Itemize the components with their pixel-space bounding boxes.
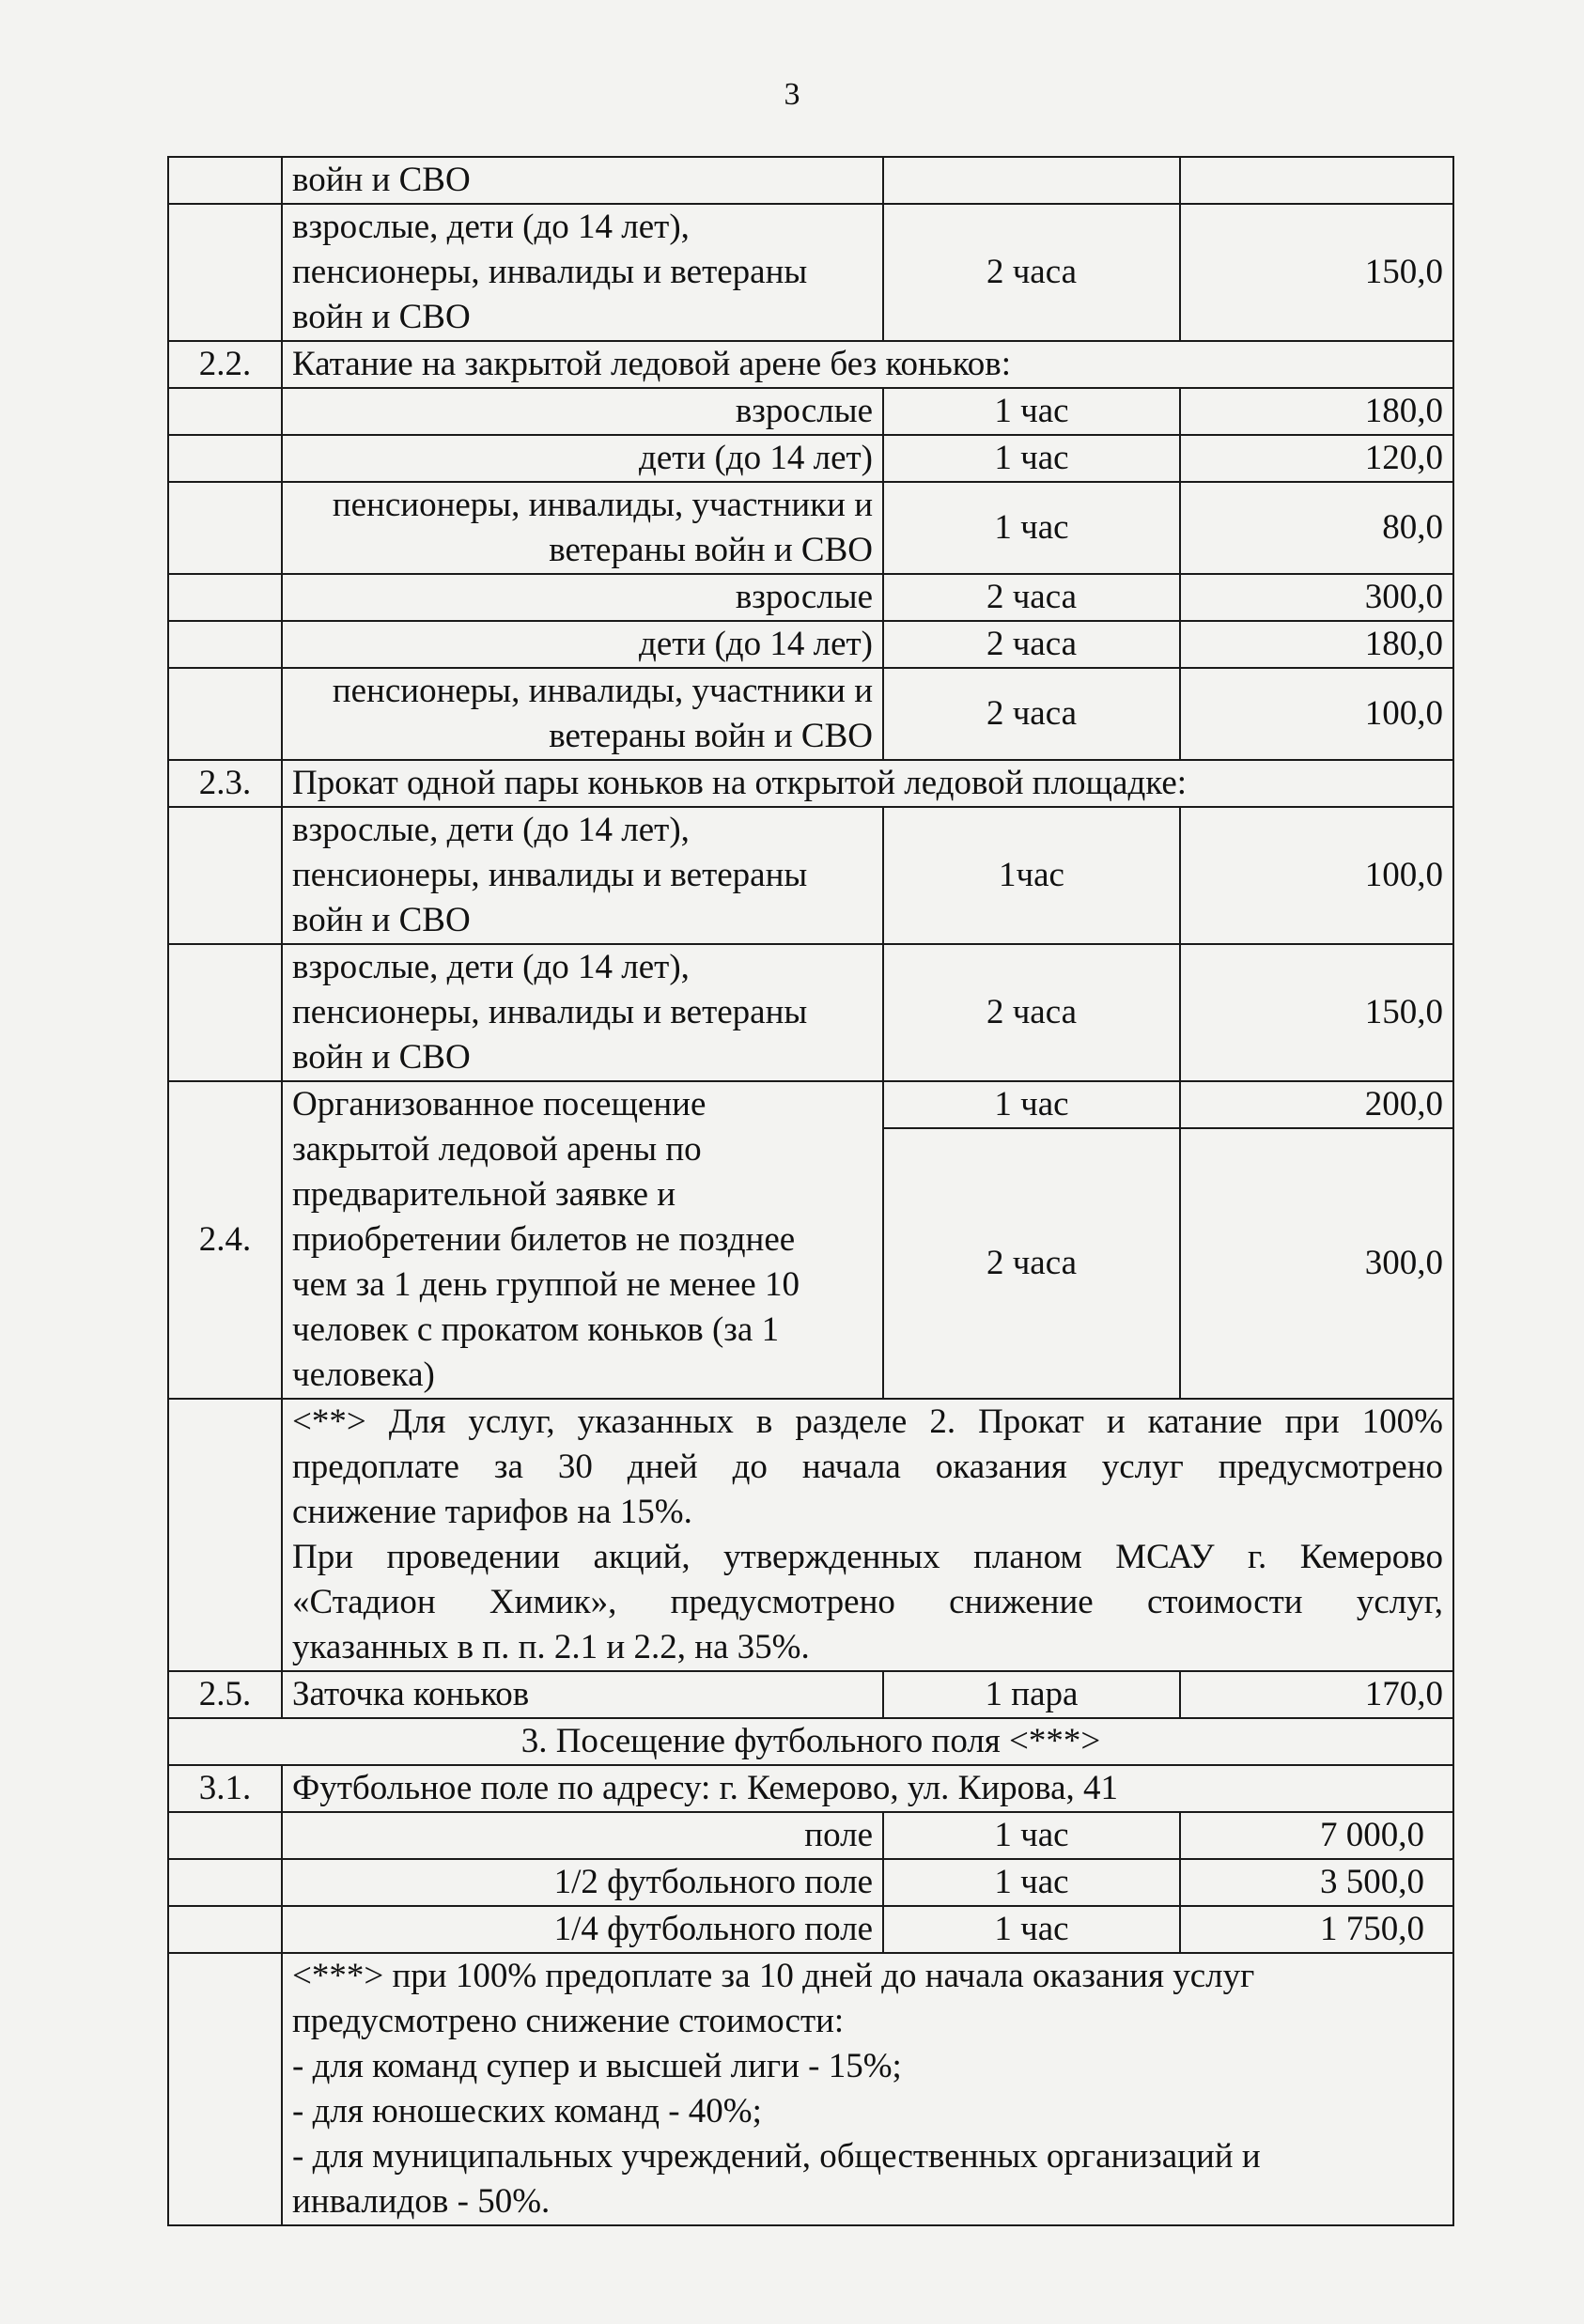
section-number: 2.4. xyxy=(168,1081,282,1399)
description-line: взрослые, дети (до 14 лет), xyxy=(292,948,690,986)
description-line: войн и СВО xyxy=(292,901,471,939)
table-row xyxy=(168,807,1453,944)
description-cell xyxy=(282,204,883,341)
tariff-table xyxy=(167,156,1454,2226)
table-row xyxy=(168,668,1453,760)
note-cell xyxy=(282,1953,1453,2225)
price-cell: 180,0 xyxy=(1180,621,1453,668)
description-cell: взрослые xyxy=(282,574,883,621)
description-line: войн и СВО xyxy=(292,1038,471,1077)
page-number: 3 xyxy=(784,77,800,112)
price-cell: 1 750,0 xyxy=(1180,1906,1453,1953)
table-row xyxy=(168,1812,1453,1859)
section-title: Катание на закрытой ледовой арене без коньков: xyxy=(282,341,1453,388)
description-cell: дети (до 14 лет) xyxy=(282,621,883,668)
note-line: указанных в п. п. 2.1 и 2.2, на 35%. xyxy=(292,1628,810,1666)
price-cell: 180,0 xyxy=(1180,388,1453,435)
description-line: пенсионеры, инвалиды, участники и xyxy=(332,672,873,710)
price-cell: 120,0 xyxy=(1180,435,1453,482)
duration-cell: 2 часа xyxy=(883,1128,1180,1399)
description-cell xyxy=(282,482,883,574)
section-heading-row xyxy=(168,1718,1453,1765)
description-cell: поле xyxy=(282,1812,883,1859)
duration-cell xyxy=(883,157,1180,204)
note-line: предусмотрено снижение стоимости: xyxy=(292,2002,845,2040)
item-number-cell xyxy=(168,574,282,621)
description-line: пенсионеры, инвалиды и ветераны xyxy=(292,856,808,894)
note-line: <***> при 100% предоплате за 10 дней до начала оказания услуг xyxy=(292,1957,1255,1995)
table-row xyxy=(168,944,1453,1081)
section-title: Футбольное поле по адресу: г. Кемерово, ул. Кирова, 41 xyxy=(282,1765,1453,1812)
item-number-cell xyxy=(168,204,282,341)
note-cell xyxy=(282,1399,1453,1671)
duration-cell: 1 час xyxy=(883,1081,1180,1128)
description-line: предварительной заявке и xyxy=(292,1175,676,1214)
price-cell: 300,0 xyxy=(1180,574,1453,621)
item-number-cell xyxy=(168,1859,282,1906)
note-line: - для юношеских команд - 40%; xyxy=(292,2092,762,2130)
section-title: Прокат одной пары коньков на открытой ледовой площадке: xyxy=(282,760,1453,807)
price-cell: 80,0 xyxy=(1180,482,1453,574)
description-cell: дети (до 14 лет) xyxy=(282,435,883,482)
description-line: войн и СВО xyxy=(292,298,471,336)
note-row xyxy=(168,1399,1453,1671)
table-row xyxy=(168,482,1453,574)
description-cell xyxy=(282,668,883,760)
price-cell xyxy=(1180,157,1453,204)
note-line: При проведении акций, утвержденных планом МСАУ г. Кемерово xyxy=(292,1538,1443,1576)
duration-cell: 1 час xyxy=(883,1906,1180,1953)
duration-cell: 2 часа xyxy=(883,574,1180,621)
section-number: 2.3. xyxy=(168,760,282,807)
description-cell: взрослые xyxy=(282,388,883,435)
item-number-cell xyxy=(168,1953,282,2225)
price-cell: 7 000,0 xyxy=(1180,1812,1453,1859)
description-cell xyxy=(282,807,883,944)
duration-cell: 2 часа xyxy=(883,668,1180,760)
duration-cell: 2 часа xyxy=(883,944,1180,1081)
price-cell: 100,0 xyxy=(1180,668,1453,760)
note-line: - для муниципальных учреждений, общественных организаций и xyxy=(292,2137,1261,2176)
price-cell: 300,0 xyxy=(1180,1128,1453,1399)
description-line: приобретении билетов не позднее xyxy=(292,1220,796,1259)
table-row xyxy=(168,157,1453,204)
item-number-cell xyxy=(168,435,282,482)
section-row xyxy=(168,341,1453,388)
table-row xyxy=(168,388,1453,435)
duration-cell: 1 час xyxy=(883,482,1180,574)
item-number-cell xyxy=(168,1812,282,1859)
table-row xyxy=(168,574,1453,621)
description-line: Организованное посещение xyxy=(292,1085,707,1123)
item-number-cell xyxy=(168,1906,282,1953)
note-line: предоплате за 30 дней до начала оказания услуг предусмотрено xyxy=(292,1448,1443,1486)
section-number: 3.1. xyxy=(168,1765,282,1812)
price-cell: 200,0 xyxy=(1180,1081,1453,1128)
description-cell xyxy=(282,944,883,1081)
description-line: человек с прокатом коньков (за 1 xyxy=(292,1310,780,1349)
table-row xyxy=(168,621,1453,668)
item-number-cell xyxy=(168,668,282,760)
description-line: человека) xyxy=(292,1356,435,1394)
note-line: снижение тарифов на 15%. xyxy=(292,1493,692,1531)
duration-cell: 1 час xyxy=(883,1859,1180,1906)
item-number-cell xyxy=(168,944,282,1081)
note-line: «Стадион Химик», предусмотрено снижение стоимости услуг, xyxy=(292,1583,1443,1621)
duration-cell: 1час xyxy=(883,807,1180,944)
price-cell: 150,0 xyxy=(1180,944,1453,1081)
description-cell: 1/4 футбольного поле xyxy=(282,1906,883,1953)
description-cell: Заточка коньков xyxy=(282,1671,883,1718)
duration-cell: 2 часа xyxy=(883,204,1180,341)
duration-cell: 1 час xyxy=(883,1812,1180,1859)
price-cell: 170,0 xyxy=(1180,1671,1453,1718)
table-row xyxy=(168,1081,1453,1128)
table-row xyxy=(168,1671,1453,1718)
item-number-cell xyxy=(168,482,282,574)
price-cell: 150,0 xyxy=(1180,204,1453,341)
item-number-cell xyxy=(168,388,282,435)
section-number: 2.2. xyxy=(168,341,282,388)
table-row xyxy=(168,435,1453,482)
table-row xyxy=(168,204,1453,341)
description-line: пенсионеры, инвалиды, участники и xyxy=(332,486,873,524)
item-number-cell xyxy=(168,1399,282,1671)
section-heading: 3. Посещение футбольного поля <***> xyxy=(168,1718,1453,1765)
note-line: - для команд супер и высшей лиги - 15%; xyxy=(292,2047,902,2085)
description-line: ветераны войн и СВО xyxy=(549,717,873,755)
section-number: 2.5. xyxy=(168,1671,282,1718)
duration-cell: 1 пара xyxy=(883,1671,1180,1718)
note-line: <**> Для услуг, указанных в разделе 2. Прокат и катание при 100% xyxy=(292,1402,1443,1441)
item-number-cell xyxy=(168,807,282,944)
description-cell xyxy=(282,1081,883,1399)
price-cell: 3 500,0 xyxy=(1180,1859,1453,1906)
description-line: взрослые, дети (до 14 лет), xyxy=(292,811,690,849)
section-row xyxy=(168,1765,1453,1812)
table-row xyxy=(168,1859,1453,1906)
note-line: инвалидов - 50%. xyxy=(292,2182,551,2221)
description-line: ветераны войн и СВО xyxy=(549,531,873,569)
description-line: чем за 1 день группой не менее 10 xyxy=(292,1265,800,1304)
description-line: закрытой ледовой арены по xyxy=(292,1130,702,1169)
duration-cell: 1 час xyxy=(883,388,1180,435)
duration-cell: 2 часа xyxy=(883,621,1180,668)
note-row xyxy=(168,1953,1453,2225)
description-line: пенсионеры, инвалиды и ветераны xyxy=(292,253,808,291)
section-row xyxy=(168,760,1453,807)
description-line: взрослые, дети (до 14 лет), xyxy=(292,208,690,246)
table-row xyxy=(168,1906,1453,1953)
description-line: пенсионеры, инвалиды и ветераны xyxy=(292,993,808,1031)
item-number-cell xyxy=(168,621,282,668)
duration-cell: 1 час xyxy=(883,435,1180,482)
description-cell: войн и СВО xyxy=(282,157,883,204)
item-number-cell xyxy=(168,157,282,204)
price-cell: 100,0 xyxy=(1180,807,1453,944)
description-cell: 1/2 футбольного поле xyxy=(282,1859,883,1906)
